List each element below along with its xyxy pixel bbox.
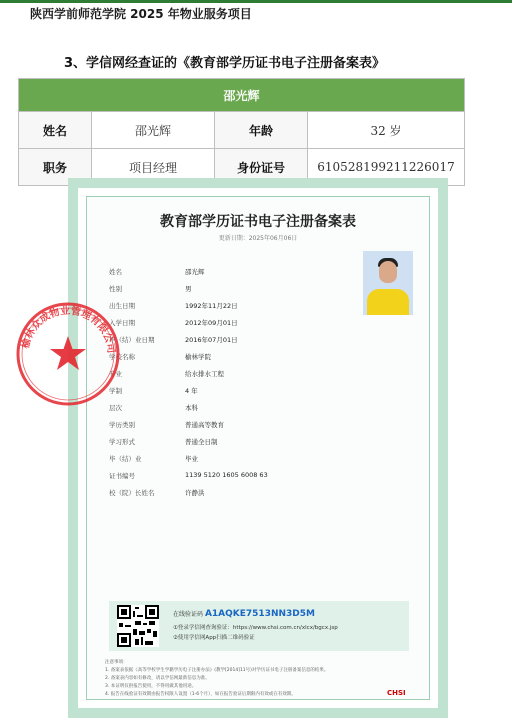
name-value: 邵光辉 bbox=[92, 112, 215, 149]
note-item: 3. 本证明仅供报告使用，不得用做其他用途。 bbox=[105, 684, 197, 689]
field-value: 男 bbox=[185, 285, 192, 293]
qr-code-icon[interactable] bbox=[117, 605, 159, 647]
education-certificate bbox=[68, 178, 448, 718]
person-name-bar: 邵光辉 bbox=[19, 79, 465, 112]
seal-star-icon bbox=[50, 336, 86, 370]
certificate-title: 教育部学历证书电子注册备案表 bbox=[160, 214, 356, 230]
verify-code-label: 在线验证码 bbox=[173, 611, 204, 618]
verify-instruction-web: ①登录学信网查询验证：https://www.chsi.com.cn/xlcx/bgcx.jsp bbox=[173, 625, 338, 631]
field-label: 出生日期 bbox=[109, 302, 135, 310]
note-item: 4. 报告在线验证有效期由报告权限人设置（1-6个月），如在报告验证后期限内有效或在有效期。 bbox=[105, 692, 296, 697]
field-value: 本科 bbox=[185, 404, 198, 412]
update-date: 更新日期：2025年06月06日 bbox=[218, 235, 298, 242]
document-header: 陕西学前师范学院 2025 年物业服务项目 bbox=[30, 7, 252, 21]
field-value: 2012年09月01日 bbox=[185, 319, 238, 327]
field-value: 邵光辉 bbox=[185, 268, 205, 276]
field-value: 普通全日制 bbox=[185, 438, 218, 446]
id-number-label: 身份证号 bbox=[215, 149, 308, 186]
verify-code-line bbox=[173, 609, 315, 619]
field-label: 学校名称 bbox=[109, 353, 135, 361]
field-label: 学制 bbox=[109, 387, 122, 395]
field-label: 证书编号 bbox=[109, 472, 135, 480]
note-item: 1. 备案表依据《高等学校学生学籍学历电子注册办法》(教学[2014]11号)对学历证书电子注册备案信息的结果。 bbox=[105, 668, 329, 673]
field-label: 专业 bbox=[109, 370, 122, 378]
id-number-value: 610528199211226017 bbox=[308, 149, 465, 186]
verify-panel bbox=[109, 601, 409, 651]
age-label: 年龄 bbox=[215, 112, 308, 149]
position-label: 职务 bbox=[19, 149, 92, 186]
photo-shirt bbox=[367, 289, 409, 315]
field-value: 4 年 bbox=[185, 387, 198, 395]
company-seal-stamp bbox=[14, 300, 122, 408]
field-label: 层次 bbox=[109, 404, 122, 412]
field-label: 学习形式 bbox=[109, 438, 135, 446]
verify-code: A1AQKE7513NN3D5M bbox=[204, 609, 315, 619]
chsi-logo: CHSI bbox=[387, 689, 406, 697]
seal-text: 榆林众成物业管理有限公司 bbox=[20, 305, 117, 354]
field-value: 榆林学院 bbox=[185, 353, 211, 361]
field-value: 1139 5120 1605 6008 63 bbox=[185, 471, 268, 479]
field-value: 2016年07月01日 bbox=[185, 336, 238, 344]
field-label: 姓名 bbox=[109, 268, 122, 276]
field-label: 性别 bbox=[109, 285, 122, 293]
section-title: 3、学信网经查证的《教育部学历证书电子注册备案表》 bbox=[64, 56, 386, 71]
field-value: 普通高等教育 bbox=[185, 421, 224, 429]
photo-face bbox=[379, 261, 397, 283]
note-item: 2. 备案表内容如有修改，请以学信网最新信息为准。 bbox=[105, 676, 210, 681]
field-label: 毕（结）业 bbox=[109, 455, 142, 463]
field-value: 许静洪 bbox=[185, 489, 205, 497]
field-label: 毕（结）业日期 bbox=[109, 336, 155, 344]
position-value: 项目经理 bbox=[92, 149, 215, 186]
name-label: 姓名 bbox=[19, 112, 92, 149]
field-value: 毕业 bbox=[185, 455, 198, 463]
certificate-notes bbox=[105, 659, 425, 699]
personnel-table bbox=[18, 78, 465, 186]
field-value: 给水排水工程 bbox=[185, 370, 224, 378]
certificate-body bbox=[86, 196, 430, 700]
field-label: 学历类别 bbox=[109, 421, 135, 429]
verify-instruction-app: ②使用学信网App扫描二维码验证 bbox=[173, 635, 255, 641]
field-label: 入学日期 bbox=[109, 319, 135, 327]
field-label: 校（院）长姓名 bbox=[109, 489, 155, 497]
id-photo bbox=[363, 251, 413, 315]
header-rule bbox=[0, 0, 512, 3]
notes-heading: 注意事项： bbox=[105, 660, 128, 665]
field-value: 1992年11月22日 bbox=[185, 302, 238, 310]
age-value: 32 岁 bbox=[308, 112, 465, 149]
